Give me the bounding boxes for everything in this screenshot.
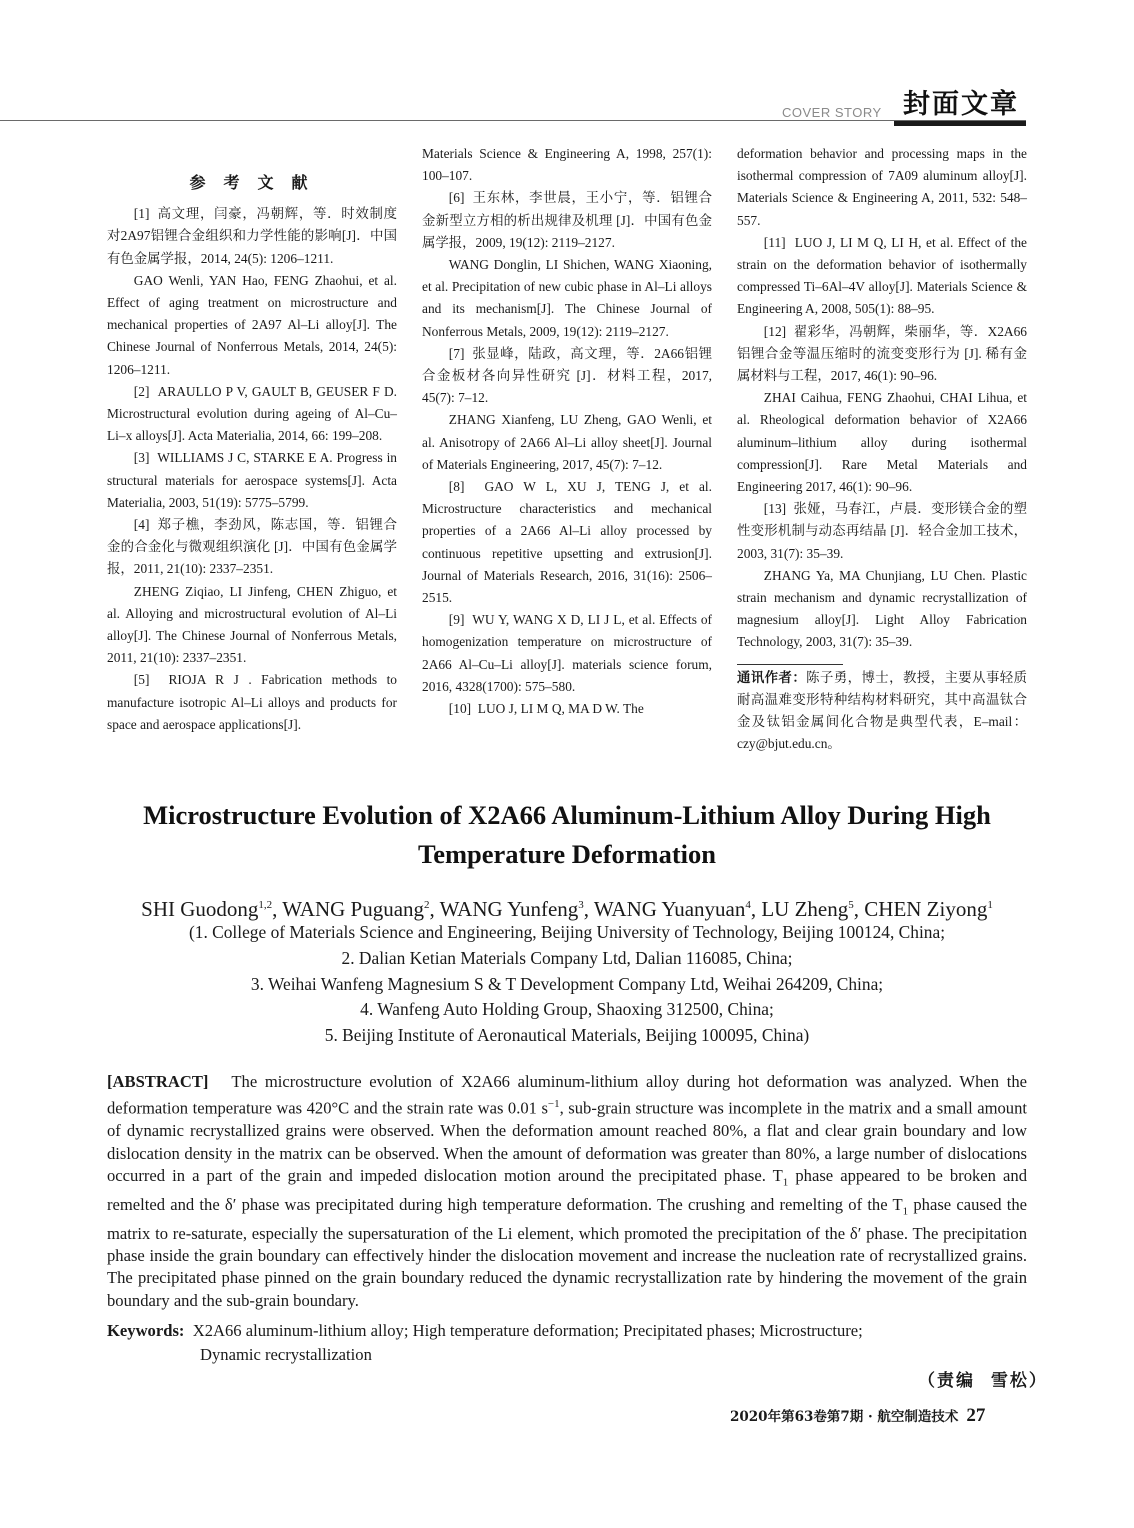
page-footer — [730, 1405, 985, 1427]
corresponding-author-note — [737, 667, 1027, 756]
reference-entry: GAO Wenli, YAN Hao, FENG Zhaohui, et al. Effect of aging treatment on microstructure and mechanical properties of 2A97 Al–Li alloy[J]. The Chinese Journal of Nonferrous Metals, 2014, 24(5): 1206–1211. — [107, 272, 397, 377]
abstract-text: phase caused the matrix to re-saturate, especially the supersaturation of the Li element, which promoted the precipitation of the δ′ phase. The precipitation phase inside the grain boundary can effectively hinder the dislocation movement and increase the nucleation rate of recrystallized grains. The precipitated phase pinned on the grain boundary reduced the dynamic recrystallization rate by hindering the movement of the grain boundary and the sub-grain boundary. — [107, 1194, 1027, 1310]
reference-entry: [5] RIOJA R J . Fabrication methods to manufacture isotropic Al–Li alloys and products for space and aerospace applications[J]. — [107, 672, 397, 732]
corresponding-author-text: 陈子勇，博士，教授，主要从事轻质耐高温难变形特种结构材料研究，其中高温钛合金及钛铝金属间化合物是典型代表，E–mail：czy@bjut.edu.cn。 — [737, 669, 1028, 752]
reference-entry: [2] ARAULLO P V, GAULT B, GEUSER F D. Microstructural evolution during ageing of Al–Cu–Li–x alloys[J]. Acta Materialia, 2014, 66: 199–208. — [107, 383, 397, 444]
reference-entry: [9] WU Y, WANG X D, LI J L, et al. Effects of homogenization temperature on microstructure of 2A66 Al–Cu–Li alloy[J]. materials science forum, 2016, 4328(1700): 575–580. — [422, 612, 712, 694]
editor-credit: （责编 雪松） — [918, 1371, 1048, 1391]
article-title-line-1: Microstructure Evolution of X2A66 Aluminum-Lithium Alloy During High — [143, 800, 991, 830]
author-separator: , — [429, 897, 440, 921]
author-name: SHI Guodong — [141, 897, 259, 921]
keywords-text: X2A66 aluminum-lithium alloy; High temperature deformation; Precipitated phases; Microstructure; — [184, 1321, 863, 1340]
author-affiliation-mark: 3 — [578, 899, 584, 911]
keywords-text-continued: Dynamic recrystallization — [200, 1345, 372, 1364]
reference-entry: [8] GAO W L, XU J, TENG J, et al. Microstructure characteristics and mechanical properties of a 2A66 Al–Li alloy processed by continuous repetitive upsetting and extrusion[J]. Journal of Materials Research, 2016, 31(16): 2506–2515. — [422, 479, 712, 606]
author-name: WANG Puguang — [282, 897, 425, 921]
abstract-label: [ABSTRACT] — [107, 1072, 209, 1091]
reference-entry: deformation behavior and processing maps in the isothermal compression of 7A09 aluminum alloy[J]. Materials Science & Engineering A, 2011, 532: 548–557. — [737, 146, 1027, 228]
abstract — [107, 1071, 1027, 1312]
reference-entry: [7] 张显峰，陆政，高文理，等．2A66铝锂合金板材各向异性研究 [J]．材料工程，2017, 45(7): 7–12. — [422, 345, 712, 406]
references-title: 参 考 文 献 — [189, 175, 315, 192]
reference-entry: [6] 王东林，李世晨，王小宁，等．铝锂合金新型立方相的析出规律及机理 [J]．中国有色金属学报，2009, 19(12): 2119–2127. — [422, 190, 712, 250]
reference-entry: [12] 翟彩华，冯朝辉，柴丽华，等．X2A66铝锂合金等温压缩时的流变变形行为 [J]. 稀有金属材料与工程，2017, 46(1): 90–96. — [737, 323, 1027, 384]
author-name: LU Zheng — [761, 897, 849, 921]
abstract-text: phase appeared to be broken and remelted and the δ′ phase was precipitated during high temperature deformation. The crushing and remelting of the T — [107, 1166, 1027, 1214]
author-separator: , — [272, 897, 283, 921]
reference-entry: [4] 郑子樵，李劲风，陈志国，等．铝锂合金的合金化与微观组织演化 [J]．中国有色金属学报，2011, 21(10): 2337–2351. — [107, 517, 397, 577]
author-name: CHEN Ziyong — [864, 897, 988, 921]
issue-info: 2020年第63卷第7期 · 航空制造技术 — [730, 1409, 959, 1425]
author-name: WANG Yuanyuan — [593, 897, 746, 921]
page-header — [0, 0, 1134, 130]
references-column-2 — [422, 143, 712, 720]
abstract-text: The microstructure evolution of X2A66 aluminum-lithium alloy during hot deformation was analyzed. When the deformation temperature was 420°C and the strain rate was 0.01 s — [107, 1072, 1027, 1118]
article-title — [107, 796, 1027, 874]
reference-entry: [1] 高文理，闫豪，冯朝辉，等．时效制度对2A97铝锂合金组织和力学性能的影响[J]．中国有色金属学报，2014, 24(5): 1206–1211. — [107, 206, 397, 266]
abstract-subscript: 1 — [782, 1176, 789, 1189]
contact-divider — [737, 664, 843, 665]
author-separator: , — [583, 897, 594, 921]
affiliation-list — [60, 920, 1074, 1049]
author-affiliation-mark: 1 — [987, 899, 993, 911]
reference-entry: ZHANG Xianfeng, LU Zheng, GAO Wenli, et al. Anisotropy of 2A66 Al–Li alloy sheet[J]. Journal of Materials Engineering, 2017, 45(7): 7–12. — [422, 412, 712, 472]
affiliation-line: 5. Beijing Institute of Aeronautical Materials, Beijing 100095, China) — [324, 1025, 810, 1046]
affiliation-line: 4. Wanfeng Auto Holding Group, Shaoxing 312500, China; — [360, 999, 774, 1020]
reference-entry: [13] 张娅，马春江，卢晨．变形镁合金的塑性变形机制与动态再结晶 [J]．轻合金加工技术，2003, 31(7): 35–39. — [737, 501, 1027, 561]
author-affiliation-mark: 1,2 — [258, 899, 273, 911]
reference-entry: Materials Science & Engineering A, 1998, 257(1): 100–107. — [422, 146, 712, 184]
affiliation-line: 2. Dalian Ketian Materials Company Ltd, Dalian 116085, China; — [341, 947, 793, 968]
affiliation-line: (1. College of Materials Science and Engineering, Beijing University of Technology, Beijing 100124, China; — [188, 922, 946, 942]
keywords — [107, 1319, 1027, 1367]
corresponding-author-label: 通讯作者： — [737, 669, 807, 685]
reference-entry: [3] WILLIAMS J C, STARKE E A. Progress in structural materials for aerospace systems[J]. Acta Materialia, 2003, 51(19): 5775–5799. — [107, 450, 397, 510]
header-accent-bar — [894, 121, 1026, 126]
reference-entry: WANG Donglin, LI Shichen, WANG Xiaoning, et al. Precipitation of new cubic phase in Al–Li alloys and its mechanism[J]. The Chinese Journal of Nonferrous Metals, 2009, 19(12): 2119–2127. — [422, 257, 712, 339]
abstract-text: , sub-grain structure was incomplete in the matrix and a small amount of dynamic recrystallized grains were observed. When the deformation amount reached 80%, a flat and clear grain boundary and low dislocation density in the matrix can be observed. When the amount of deformation was greater than 80%, a large number of dislocations occurred in a part of the grain and impeded dislocation motion around the precipitated phase. T — [107, 1098, 1027, 1186]
abstract-subscript: 1 — [902, 1205, 909, 1218]
author-separator: , — [750, 897, 762, 921]
reference-entry: [11] LUO J, LI M Q, LI H, et al. Effect of the strain on the deformation behavior of isothermally compressed Ti–6Al–4V alloy[J]. Materials Science & Engineering A, 2008, 505(1): 88–95. — [737, 234, 1027, 317]
page-number: 27 — [966, 1405, 986, 1426]
article-title-line-2: Temperature Deformation — [417, 839, 717, 869]
references-column-3 — [737, 143, 1027, 755]
author-affiliation-mark: 4 — [745, 899, 751, 911]
references-column-1 — [107, 143, 397, 736]
references-section — [107, 143, 1027, 788]
reference-entry: ZHENG Ziqiao, LI Jinfeng, CHEN Zhiguo, et al. Alloying and microstructural evolution of Al–Li alloy[J]. The Chinese Journal of Nonferrous Metals, 2011, 21(10): 2337–2351. — [107, 583, 397, 666]
reference-entry: ZHAI Caihua, FENG Zhaohui, CHAI Lihua, et al. Rheological deformation behavior of X2A66 aluminum–lithium alloy during isothermal compression[J]. Rare Metal Materials and Engineering 2017, 46(1): 90–96. — [737, 390, 1027, 495]
author-affiliation-mark: 5 — [848, 899, 854, 911]
author-separator: , — [853, 897, 865, 921]
abstract-superscript: −1 — [547, 1098, 560, 1111]
author-list — [60, 890, 1074, 924]
section-label-en: COVER STORY — [782, 105, 882, 120]
header-rule — [0, 120, 1026, 121]
reference-entry: ZHANG Ya, MA Chunjiang, LU Chen. Plastic strain mechanism and dynamic recrystallization of magnesium alloy[J]. Light Alloy Fabrication Technology, 2003, 31(7): 35–39. — [737, 567, 1027, 650]
reference-entry: [10] LUO J, LI M Q, MA D W. The — [448, 701, 644, 717]
author-name: WANG Yunfeng — [439, 897, 579, 921]
author-affiliation-mark: 2 — [424, 899, 430, 911]
section-label-zh: 封面文章 — [903, 89, 1019, 120]
affiliation-line: 3. Weihai Wanfeng Magnesium S & T Development Company Ltd, Weihai 264209, China; — [250, 973, 884, 994]
keywords-label: Keywords: — [107, 1321, 185, 1340]
